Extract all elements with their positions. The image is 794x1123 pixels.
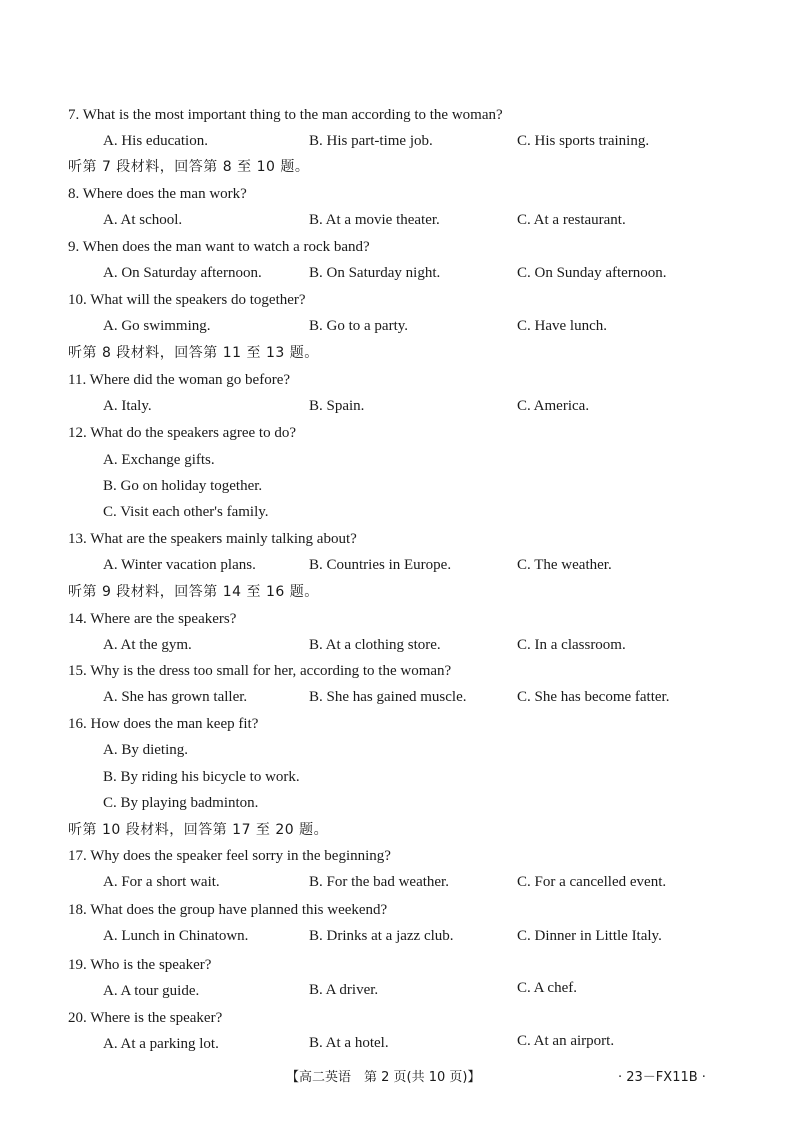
question-10-option-c: C. Have lunch.	[517, 318, 607, 334]
section-10-instruction: 听第 10 段材料，回答第 17 至 20 题。	[68, 822, 329, 838]
question-16-option-b: B. By riding his bicycle to work.	[103, 769, 300, 785]
question-10-option-b: B. Go to a party.	[309, 318, 409, 334]
question-7-stem: 7. What is the most important thing to the man according to the woman?	[68, 107, 503, 123]
question-20-option-b: B. At a hotel.	[309, 1035, 389, 1051]
question-8-option-b: B. At a movie theater.	[309, 212, 440, 228]
question-20-option-c: C. At an airport.	[517, 1033, 615, 1049]
question-10-option-a: A. Go swimming.	[103, 318, 211, 334]
question-12-option-c: C. Visit each other's family.	[103, 504, 269, 520]
question-9-option-c: C. On Sunday afternoon.	[517, 265, 667, 281]
question-11-option-a: A. Italy.	[103, 398, 152, 414]
question-17-option-a: A. For a short wait.	[103, 874, 220, 890]
question-15-stem: 15. Why is the dress too small for her, according to the woman?	[68, 663, 452, 679]
question-13-stem: 13. What are the speakers mainly talking about?	[68, 531, 357, 547]
page-footer-code: · 23－FX11B ·	[618, 1070, 706, 1085]
question-17-stem: 17. Why does the speaker feel sorry in the beginning?	[68, 848, 391, 864]
question-13-option-c: C. The weather.	[517, 557, 612, 573]
question-11-option-b: B. Spain.	[309, 398, 365, 414]
question-11-option-c: C. America.	[517, 398, 590, 414]
section-7-instruction: 听第 7 段材料，回答第 8 至 10 题。	[68, 159, 310, 175]
question-14-option-a: A. At the gym.	[103, 637, 192, 653]
question-19-option-b: B. A driver.	[309, 982, 379, 998]
question-12-option-b: B. Go on holiday together.	[103, 478, 263, 494]
question-14-stem: 14. Where are the speakers?	[68, 611, 237, 627]
question-8-option-c: C. At a restaurant.	[517, 212, 626, 228]
question-18-option-a: A. Lunch in Chinatown.	[103, 928, 249, 944]
question-12-option-a: A. Exchange gifts.	[103, 452, 215, 468]
question-20-option-a: A. At a parking lot.	[103, 1036, 219, 1052]
question-14-option-b: B. At a clothing store.	[309, 637, 441, 653]
question-16-stem: 16. How does the man keep fit?	[68, 716, 259, 732]
question-11-stem: 11. Where did the woman go before?	[68, 372, 291, 388]
question-8-stem: 8. Where does the man work?	[68, 186, 247, 202]
question-13-option-a: A. Winter vacation plans.	[103, 557, 256, 573]
question-17-option-c: C. For a cancelled event.	[517, 874, 667, 890]
section-8-instruction: 听第 8 段材料，回答第 11 至 13 题。	[68, 345, 319, 361]
question-15-option-b: B. She has gained muscle.	[309, 689, 467, 705]
question-18-option-b: B. Drinks at a jazz club.	[309, 928, 454, 944]
question-15-option-a: A. She has grown taller.	[103, 689, 248, 705]
question-19-option-a: A. A tour guide.	[103, 983, 200, 999]
question-15-option-c: C. She has become fatter.	[517, 689, 670, 705]
question-9-option-b: B. On Saturday night.	[309, 265, 441, 281]
question-18-stem: 18. What does the group have planned this weekend?	[68, 902, 388, 918]
question-20-stem: 20. Where is the speaker?	[68, 1010, 223, 1026]
question-14-option-c: C. In a classroom.	[517, 637, 626, 653]
question-7-option-a: A. His education.	[103, 133, 208, 149]
question-8-option-a: A. At school.	[103, 212, 183, 228]
question-17-option-b: B. For the bad weather.	[309, 874, 449, 890]
question-16-option-c: C. By playing badminton.	[103, 795, 259, 811]
question-16-option-a: A. By dieting.	[103, 742, 188, 758]
page-footer-label: 【高二英语 第 2 页(共 10 页)】	[286, 1070, 481, 1085]
question-9-stem: 9. When does the man want to watch a rock band?	[68, 239, 370, 255]
question-18-option-c: C. Dinner in Little Italy.	[517, 928, 662, 944]
question-9-option-a: A. On Saturday afternoon.	[103, 265, 262, 281]
section-9-instruction: 听第 9 段材料，回答第 14 至 16 题。	[68, 584, 319, 600]
question-19-stem: 19. Who is the speaker?	[68, 957, 212, 973]
question-12-stem: 12. What do the speakers agree to do?	[68, 425, 296, 441]
question-7-option-b: B. His part-time job.	[309, 133, 433, 149]
question-10-stem: 10. What will the speakers do together?	[68, 292, 306, 308]
question-19-option-c: C. A chef.	[517, 980, 577, 996]
question-13-option-b: B. Countries in Europe.	[309, 557, 452, 573]
question-7-option-c: C. His sports training.	[517, 133, 650, 149]
